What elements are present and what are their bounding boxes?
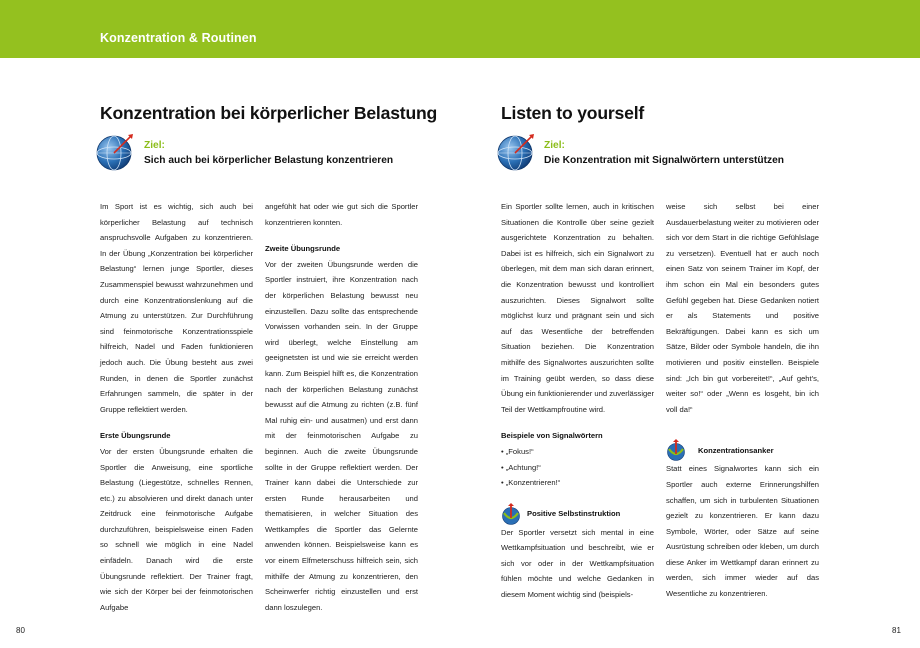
right-goal-text: Die Konzentration mit Signalwörtern unterstützen bbox=[544, 155, 784, 166]
header-bar bbox=[0, 0, 920, 58]
positive-instruction-heading-row bbox=[501, 503, 654, 525]
target-globe-icon bbox=[95, 132, 135, 172]
right-intro-paragraph: Ein Sportler sollte lernen, auch in kritischen Situationen die Kontrolle über seine gezielt ausgerichtete Konzentration zu behalten. Dabei ist es hilfreich, sich ein Signalwort zu überlegen, mit dem man sich daran erinnert, die Konzentration bewusst und kontrolliert auszurichten. Dieses Signalwort sollte möglichst kurz und prägnant sein und sich auf das Wesentliche der betreffenden Situation beziehen. Die Konzentration mithilfe des Signalwortes auszurichten sollte im Training geübt werden, so dass diese Übung ein funktionierender und zuverlässiger Teil der Wettkampfroutine wird. bbox=[501, 202, 654, 414]
right-column-1 bbox=[501, 199, 654, 603]
left-column-1 bbox=[100, 199, 253, 615]
anchor-globe-icon bbox=[666, 439, 686, 461]
left-intro-paragraph: Im Sport ist es wichtig, sich auch bei körperlicher Belastung auf technisch anspruchsvolle Aufgaben zu konzentrieren. In der Übung „Konzentration bei körperlicher Belastung“ lernen junge Sportler, dieses Zusammenspiel bewusst wahrzunehmen und durch eine Konzentrationslenkung auf die Atmung zu unterstützen. Zur Durchführung sind feinmotorische Konzentrationsspiele hilfreich, Nadel und Faden funktionieren jedoch auch. Die Übung besteht aus zwei Runden, in denen die Sportler zunächst Erfahrungen sammeln, die später in der Gruppe reflektiert werden. bbox=[100, 202, 253, 414]
list-item: • „Achtung!“ bbox=[501, 462, 541, 472]
right-column-2 bbox=[666, 199, 819, 602]
right-continuation-paragraph: weise sich selbst bei einer Ausdauerbelastung weiter zu motivieren oder sich vor dem Start in die richtige Gefühlslage zu versetzen). Eventuell hat er auch noch einen Satz von seinem Trainer im Kopf, der ihm schon ein Mal ein besonders gutes Gefühl gegeben hat. Diese Gedanken notiert er als Statements und positive Bekräftigungen. Dabei kann es sich um Sätze, Bilder oder Symbole handeln, die ihn motivieren und positiv einstellen. Beispiele sind: „Ich bin gut vorbereitet!“, „Auf geht's, weiter so!“ oder „Wenn es losgeht, bin ich voll da!“ bbox=[666, 202, 819, 414]
positive-instruction-heading: Positive Selbstinstruktion bbox=[527, 508, 621, 518]
first-round-heading: Erste Übungsrunde bbox=[100, 431, 171, 441]
right-page-number: 81 bbox=[892, 626, 901, 635]
signal-word-list bbox=[501, 444, 654, 491]
anchor-globe-icon bbox=[501, 503, 521, 525]
left-section-title: Konzentration bei körperlicher Belastung bbox=[100, 103, 438, 123]
positive-instruction-paragraph: Der Sportler versetzt sich mental in eine Wettkampfsituation und beschreibt, wie er sich vor oder in der Wettkampfsituation fühlen möchte und welche Gedanken in diesem Moment wichtig sind (beispiels- bbox=[501, 527, 654, 600]
second-round-paragraph: Vor der zweiten Übungsrunde werden die Sportler instruiert, ihre Konzentration nach der körperlichen Belastung bewusst neu einzustellen. Dazu sollte das entsprechende Vorwissen vorhanden sein. In der Gruppe wird überlegt, welche Einstellung am geeignetsten ist und wie sie erreicht werden kann. Zum Beispiel hilft es, die Konzentration nach der körperlichen Belastung zunächst bewusst auf die Atmung zu richten (z.B. fünf Mal ruhig ein- und ausatmen) und erst dann mit der feinmotorischen Aufgabe zu beginnen. Auch die zweite Übungsrunde sollte in der Gruppe reflektiert werden. Der Trainer kann dabei die Unterschiede zur ersten Runde herausarbeiten und thematisieren, in welcher Situation des Wettkampfes die Sportler das Gelernte anwenden können. Beispielsweise kann es vor einem Elfmeterschuss hilfreich sein, sich mithilfe der Atmung zu konzentrieren, den Scheinwerfer richtig einzustellen und erst dann loszulegen. bbox=[265, 259, 418, 612]
anchor-paragraph: Statt eines Signalwortes kann sich ein Sportler auch externe Erinnerungshilfen schaffen, um sich in turbulenten Situationen gezielt zu konzentrieren. Er kann dazu Symbole, Wörter, oder Sätze auf seine Ausrüstung schreiben oder kleben, um durch diese Anker im Wettkampf daran erinnert zu werden, sich immer wieder auf das Wesentliche zu konzentrieren. bbox=[666, 464, 819, 599]
examples-heading: Beispiele von Signalwörtern bbox=[501, 431, 603, 441]
left-goal-text: Sich auch bei körperlicher Belastung konzentrieren bbox=[144, 155, 394, 166]
left-continuation-paragraph: angefühlt hat oder wie gut sich die Sportler konzentrieren konnten. bbox=[265, 202, 418, 227]
list-item: • „Konzentrieren!“ bbox=[501, 478, 561, 488]
left-goal-label: Ziel: bbox=[144, 140, 165, 151]
target-globe-icon bbox=[496, 132, 536, 172]
left-page-number: 80 bbox=[16, 626, 25, 635]
first-round-paragraph: Vor der ersten Übungsrunde erhalten die Sportler die Anweisung, eine sportliche Belastung (Liegestütze, schnelles Rennen, etc.) zu absolvieren und direkt danach unter Zeitdruck eine feinmotorische Aufgabe durchzuführen, beispielsweise einen Faden so schnell wie möglich in eine Nadel einfädeln. Danach wird die erste Übungsrunde reflektiert. Der Trainer fragt, wie sich der Körper bei der feinmotorischen Aufgabe bbox=[100, 446, 253, 612]
anchor-heading-row bbox=[666, 439, 819, 461]
chapter-title: Konzentration & Routinen bbox=[100, 31, 257, 45]
left-column-2 bbox=[265, 199, 418, 615]
right-section-title: Listen to yourself bbox=[501, 103, 645, 123]
list-item: • „Fokus!“ bbox=[501, 446, 534, 456]
anchor-heading: Konzentrationsanker bbox=[698, 445, 774, 455]
second-round-heading: Zweite Übungsrunde bbox=[265, 244, 341, 254]
right-goal-label: Ziel: bbox=[544, 140, 565, 151]
